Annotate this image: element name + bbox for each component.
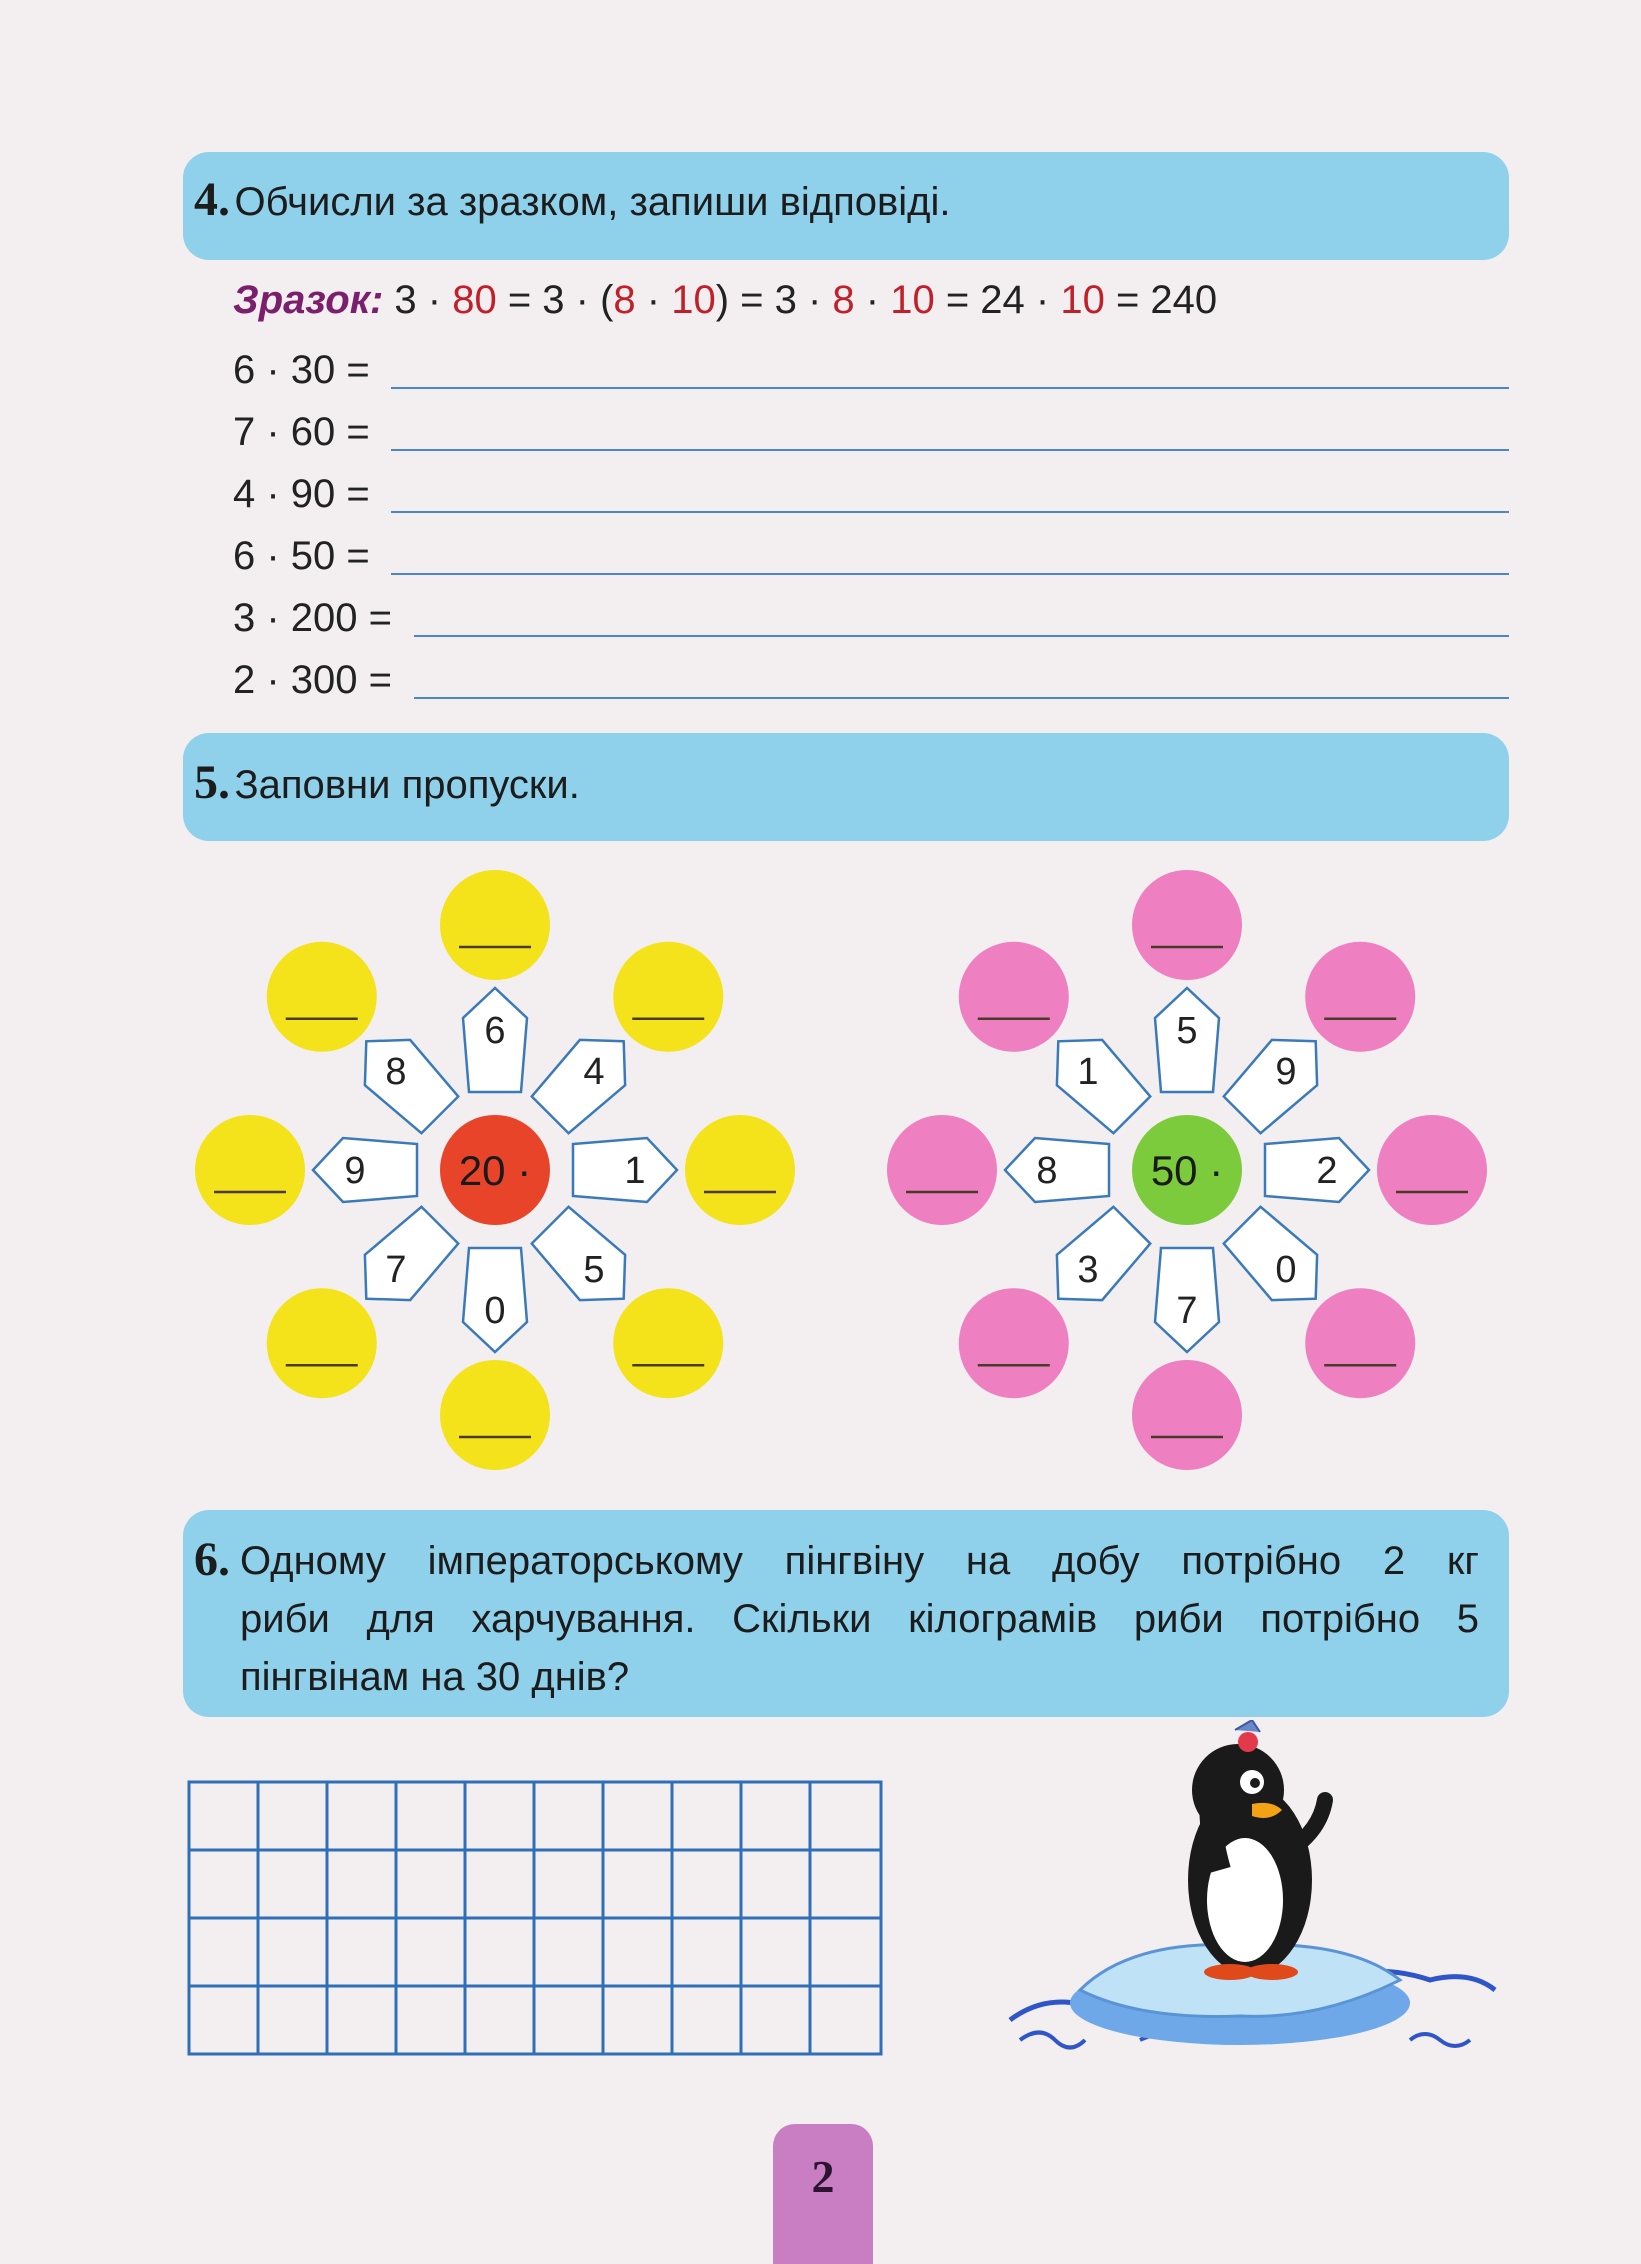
task-4-instruction: Обчисли за зразком, запиши відповіді.: [234, 180, 951, 224]
answer-petal[interactable]: [613, 942, 723, 1052]
answer-petal[interactable]: [613, 1288, 723, 1398]
answer-petal[interactable]: [1305, 942, 1415, 1052]
center-multiplier: 20 ·: [458, 1147, 532, 1194]
answer-grid[interactable]: [187, 1780, 887, 2060]
answer-line[interactable]: [414, 635, 1509, 637]
exercise-row-4: [233, 531, 1509, 581]
arrow-number: 6: [484, 1010, 506, 1052]
page-number: 2: [811, 2151, 835, 2202]
exercise-row-3: [233, 469, 1509, 519]
task-6-line-2: риби для харчування. Скільки кілограмів риби потрібно 5: [240, 1597, 1479, 1641]
sample-highlight: 10: [1060, 278, 1105, 322]
center-multiplier: 50 ·: [1150, 1147, 1224, 1194]
page-number-tab: [773, 2124, 873, 2264]
exercise-expression: 7 · 60 =: [233, 410, 370, 454]
sample-highlight: 8: [832, 278, 855, 322]
sample-part: = 3 · (: [496, 278, 614, 322]
task-6-line-1: Одному імператорському пінгвіну на добу потрібно 2 кг: [240, 1539, 1479, 1583]
answer-petal[interactable]: [440, 870, 550, 980]
sample-highlight: 10: [671, 278, 716, 322]
arrow-number: 8: [1036, 1150, 1058, 1192]
exercise-expression: 4 · 90 =: [233, 472, 370, 516]
task-4-header: [183, 152, 1509, 260]
arrow-number: 5: [1176, 1010, 1198, 1052]
task-5-header: [183, 733, 1509, 841]
arrow-number: 7: [385, 1248, 407, 1291]
answer-line[interactable]: [391, 449, 1509, 451]
arrow-number: 5: [583, 1248, 605, 1291]
answer-petal[interactable]: [1377, 1115, 1487, 1225]
arrow-number: 8: [385, 1051, 407, 1094]
arrow-number: 0: [1275, 1248, 1297, 1291]
exercise-row-2: [233, 407, 1509, 457]
arrow-number: 4: [583, 1051, 605, 1094]
sample-highlight: 10: [890, 278, 935, 322]
task-5-instruction: Заповни пропуски.: [234, 763, 580, 807]
answer-line[interactable]: [391, 511, 1509, 513]
multiplication-flower-right: [877, 860, 1497, 1480]
exercise-expression: 6 · 50 =: [233, 534, 370, 578]
exercise-row-6: [233, 655, 1509, 705]
sample-part: 3 ·: [394, 278, 453, 322]
sample-highlight: 80: [452, 278, 497, 322]
arrow-number: 3: [1077, 1248, 1099, 1291]
exercise-row-1: [233, 345, 1509, 395]
answer-line[interactable]: [391, 573, 1509, 575]
penguin-icon: [1188, 1720, 1325, 1980]
arrow-number: 7: [1176, 1290, 1198, 1332]
task-6-number: 6.: [194, 1533, 230, 1586]
answer-petal[interactable]: [267, 1288, 377, 1398]
exercise-expression: 2 · 300 =: [233, 658, 393, 702]
arrow-number: 0: [484, 1290, 506, 1332]
answer-petal[interactable]: [267, 942, 377, 1052]
answer-petal[interactable]: [195, 1115, 305, 1225]
arrow-number: 2: [1316, 1150, 1338, 1192]
answer-line[interactable]: [414, 697, 1509, 699]
answer-petal[interactable]: [1132, 1360, 1242, 1470]
task-6-header: [183, 1510, 1509, 1717]
sample-part: = 240: [1104, 278, 1218, 322]
answer-petal[interactable]: [440, 1360, 550, 1470]
sample-label: Зразок:: [233, 278, 384, 322]
arrow-number: 9: [344, 1150, 366, 1192]
exercise-row-5: [233, 593, 1509, 643]
answer-petal[interactable]: [685, 1115, 795, 1225]
exercise-expression: 3 · 200 =: [233, 596, 393, 640]
answer-petal[interactable]: [959, 1288, 1069, 1398]
sample-part: ·: [635, 278, 672, 322]
answer-petal[interactable]: [1305, 1288, 1415, 1398]
sample-part: = 24 ·: [934, 278, 1061, 322]
answer-petal[interactable]: [887, 1115, 997, 1225]
sample-part: ) = 3 ·: [715, 278, 833, 322]
task-6-line-3: пінгвінам на 30 днів?: [240, 1655, 630, 1699]
penguin-on-ice-illustration: [990, 1720, 1510, 2080]
answer-petal[interactable]: [959, 942, 1069, 1052]
arrow-number: 1: [1077, 1051, 1099, 1094]
sample-equation: [233, 278, 1217, 323]
answer-petal[interactable]: [1132, 870, 1242, 980]
arrow-number: 9: [1275, 1051, 1297, 1094]
task-5-number: 5.: [194, 756, 230, 809]
sample-part: ·: [854, 278, 891, 322]
answer-line[interactable]: [391, 387, 1509, 389]
task-4-number: 4.: [194, 173, 230, 226]
multiplication-flower-left: [185, 860, 805, 1480]
arrow-number: 1: [624, 1150, 646, 1192]
sample-highlight: 8: [613, 278, 636, 322]
exercise-expression: 6 · 30 =: [233, 348, 370, 392]
